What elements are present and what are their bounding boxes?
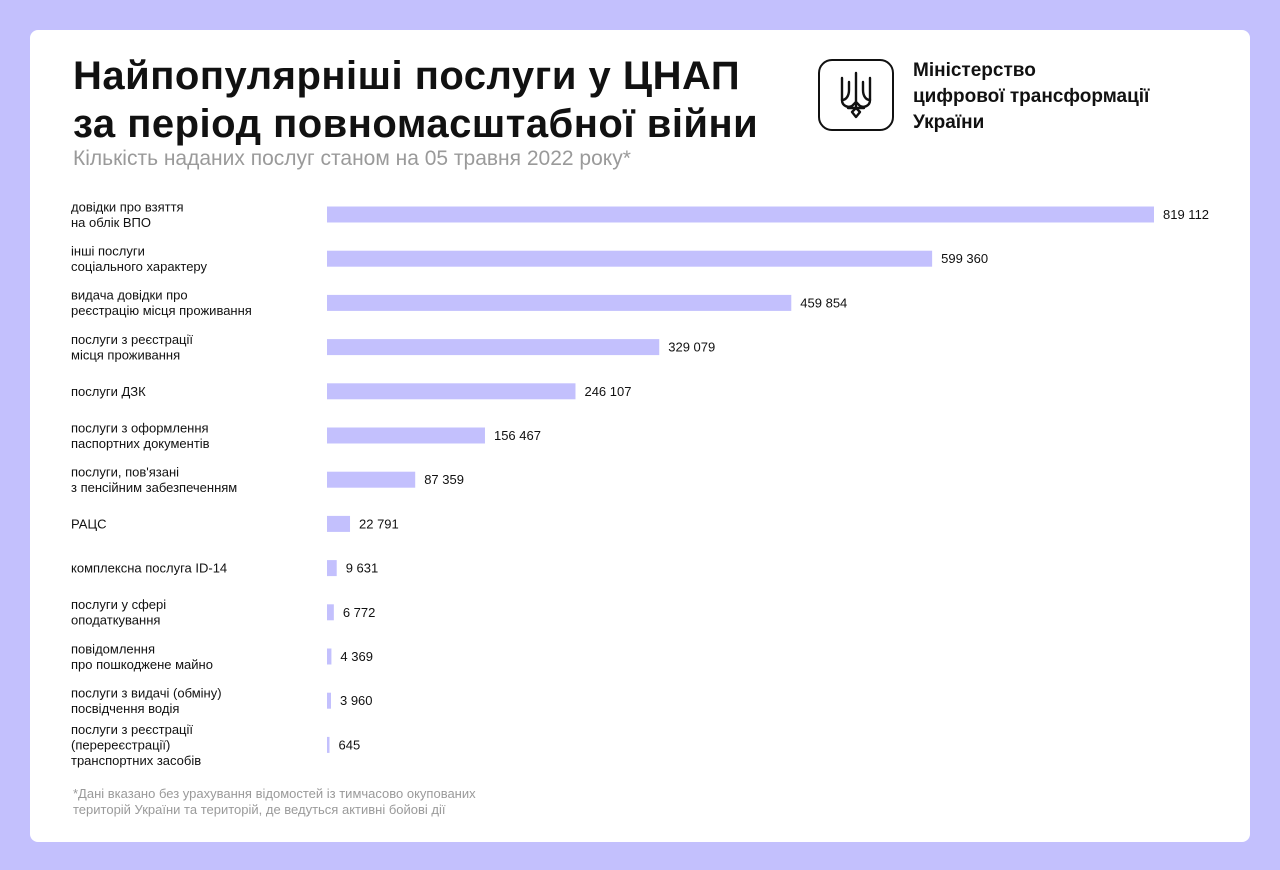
bar-6: [327, 472, 415, 488]
bar-0: [327, 207, 1154, 223]
category-label-9-line-0: послуги у сфері: [71, 597, 167, 613]
bar-chart: [30, 30, 1250, 770]
category-label-12-line-2: транспортних засобів: [71, 752, 202, 768]
value-label-7: 22 791: [359, 516, 399, 532]
value-label-2: 459 854: [800, 295, 848, 311]
page-subtitle: Кількість наданих послуг станом на 05 травня 2022 року*: [73, 147, 631, 170]
value-label-5: 156 467: [493, 428, 541, 443]
category-label-8-line-0: комплексна послуга ID-14: [71, 560, 228, 576]
category-label-5-line-1: паспортних документів: [71, 435, 210, 451]
category-label-7-line-0: РАЦС: [71, 516, 107, 532]
value-label-10: 4 369: [340, 649, 373, 664]
category-label-10-line-0: повідомлення: [71, 641, 156, 657]
ministry-line-2: цифрової трансформації: [913, 86, 1150, 107]
value-label-8: 9 631: [345, 560, 379, 576]
bar-1: [327, 251, 932, 267]
bar-9: [327, 604, 334, 620]
ministry-line-1: Міністерство: [913, 60, 1036, 81]
category-label-4-line-0: послуги ДЗК: [71, 383, 146, 399]
value-label-12: 645: [338, 737, 361, 753]
bar-10: [327, 649, 331, 665]
ministry-line-3: України: [913, 112, 985, 133]
title-line-1: Найпопулярніші послуги у ЦНАП: [73, 54, 741, 98]
value-label-4: 246 107: [584, 383, 632, 399]
bar-7: [327, 516, 350, 532]
category-label-0-line-1: на облік ВПО: [71, 214, 152, 230]
bar-3: [327, 339, 659, 355]
category-label-12-line-0: послуги з реєстрації: [71, 721, 193, 737]
bar-12: [327, 737, 330, 753]
category-label-1-line-0: інші послуги: [71, 243, 145, 259]
value-label-1: 599 360: [941, 251, 989, 267]
category-label-10-line-1: про пошкоджене майно: [71, 656, 213, 672]
bar-2: [327, 295, 791, 311]
category-label-2-line-0: видача довідки про: [71, 287, 188, 303]
category-label-11-line-1: посвідчення водія: [71, 700, 180, 716]
footnote-line-2: територій України та територій, де ведуться активні бойові дії: [73, 802, 446, 817]
footnote: [73, 786, 476, 818]
bar-8: [327, 560, 337, 576]
category-label-6-line-1: з пенсійним забезпеченням: [71, 479, 238, 495]
category-label-2-line-1: реєстрацію місця проживання: [71, 303, 252, 319]
category-label-12-line-1: (перереєстрації): [71, 737, 171, 753]
category-label-11-line-0: послуги з видачі (обміну): [71, 685, 222, 701]
category-label-0-line-0: довідки про взяття: [71, 199, 184, 215]
category-label-5-line-0: послуги з оформлення: [71, 420, 209, 436]
value-label-3: 329 079: [668, 339, 716, 355]
category-label-3-line-0: послуги з реєстрації: [71, 331, 193, 347]
bar-4: [327, 383, 575, 399]
category-label-1-line-1: соціального характеру: [71, 258, 208, 274]
value-label-6: 87 359: [424, 472, 464, 488]
infographic-card: [30, 30, 1250, 842]
category-label-3-line-1: місця проживання: [71, 347, 181, 363]
value-label-0: 819 112: [1163, 207, 1210, 222]
category-label-9-line-1: оподаткування: [71, 612, 161, 628]
value-label-11: 3 960: [339, 693, 373, 709]
footnote-line-1: *Дані вказано без урахування відомостей із тимчасово окупованих: [73, 786, 476, 801]
category-label-6-line-0: послуги, пов'язані: [71, 464, 180, 480]
bar-5: [327, 428, 485, 444]
bar-11: [327, 693, 331, 709]
title-line-2: за період повномасштабної війни: [73, 102, 759, 146]
value-label-9: 6 772: [342, 604, 376, 620]
